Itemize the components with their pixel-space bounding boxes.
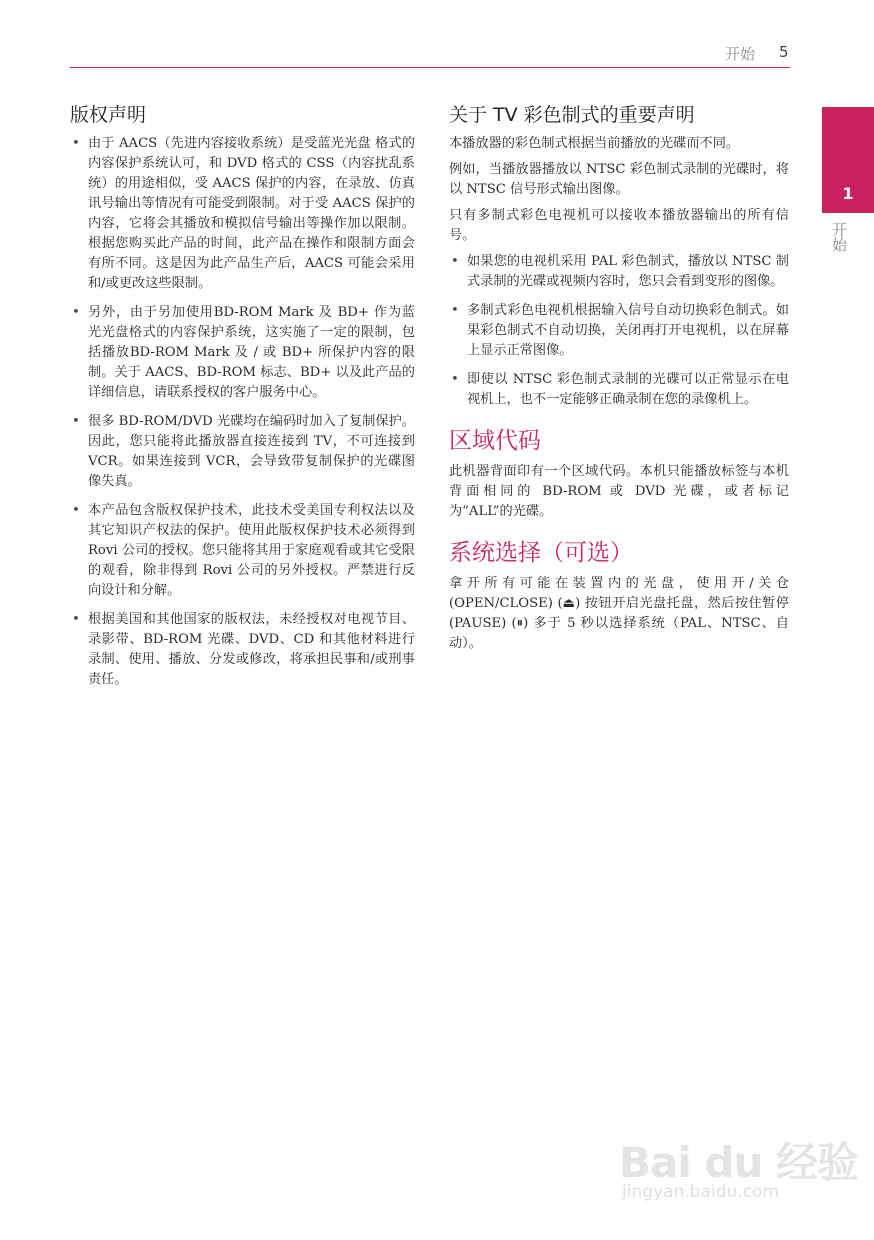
list-item: • 由于 AACS（先进内容接收系统）是受蓝光光盘 格式的内容保护系统认可，和 DVD 格式的 CSS（内容扰乱系统）的用途相似，受 AACS 保护的内容，在录放、仿真讯号输出等情况有可能受到限制。对于受 AACS 保护的内容，它将会其播放和模拟信号输出等操作加以限制。根据您购买此产品的时间，此产品在操作和限制方面会有所不同。这是因为此产品生产后，AACS 可能会采用和/或更改这些限制。 <box>70 134 415 294</box>
chapter-label: 开始 <box>830 222 848 252</box>
watermark-logo-text: Bai du 经验 <box>619 1138 858 1187</box>
right-column <box>449 102 789 660</box>
chapter-tab <box>822 107 874 213</box>
tv-paragraph: 例如，当播放器播放以 NTSC 彩色制式录制的光碟时，将以 NTSC 信号形式输出图像。 <box>449 162 789 197</box>
watermark-url: jingyan.baidu.com <box>622 1182 779 1202</box>
running-header-title: 开始 <box>724 45 755 63</box>
chapter-number: 1 <box>842 184 854 203</box>
system-select-heading: 系统选择（可选） <box>449 540 633 566</box>
list-item: • 本产品包含版权保护技术，此技术受美国专利权法以及其它知识产权法的保护。使用此版权保护技术必须得到 Rovi 公司的授权。您只能将其用于家庭观看或其它受限的观看，除非得到 Rovi 公司的另外授权。严禁进行反向设计和分解。 <box>70 501 415 601</box>
list-item: • 很多 BD-ROM/DVD 光碟均在编码时加入了复制保护。因此，您只能将此播放器直接连接到 TV，不可连接到 VCR。如果连接到 VCR，会导致带复制保护的光碟图像失真。 <box>70 412 415 492</box>
region-code-text: 此机器背面印有一个区域代码。本机只能播放标签与本机背面相同的 BD-ROM 或 DVD 光碟，或者标记为“ALL”的光碟。 <box>449 464 789 519</box>
tv-paragraph: 本播放器的彩色制式根据当前播放的光碟而不同。 <box>449 136 740 151</box>
list-item: • 根据美国和其他国家的版权法，未经授权对电视节目、录影带、BD-ROM 光碟、DVD、CD 和其他材料进行录制、使用、播放、分发或修改，将承担民事和/或刑事责任。 <box>70 610 415 690</box>
list-item: • 另外，由于另加使用BD-ROM Mark 及 BD+ 作为蓝光光盘格式的内容保护系统，这实施了一定的限制，包括播放BD-ROM Mark 及 / 或 BD+ 所保护内容的限制。关于 AACS、BD-ROM 标志、BD+ 以及此产品的详细信息，请联系授权的客户服务中心。 <box>70 303 415 403</box>
list-item: • 多制式彩色电视机根据输入信号自动切换彩色制式。如果彩色制式不自动切换，关闭再打开电视机，以在屏幕上显示正常图像。 <box>449 301 789 361</box>
tv-color-heading: 关于 TV 彩色制式的重要声明 <box>449 104 695 126</box>
region-code-heading: 区域代码 <box>449 428 541 454</box>
tv-list <box>449 252 789 410</box>
copyright-list <box>70 134 415 690</box>
baidu-watermark <box>619 1130 858 1210</box>
tv-paragraph: 只有多制式彩色电视机可以接收本播放器输出的所有信号。 <box>449 208 789 243</box>
system-select-text: 拿开所有可能在装置内的光盘，使用开/关仓 (OPEN/CLOSE) (⏏) 按钮开启光盘托盘，然后按住暂停 (PAUSE) (⏸) 多于 5 秒以选择系统（PAL、NTSC、自动）。 <box>449 576 789 651</box>
header-divider <box>70 67 790 68</box>
page-number: 5 <box>779 43 789 61</box>
left-column <box>70 102 415 699</box>
list-item: • 如果您的电视机采用 PAL 彩色制式，播放以 NTSC 制式录制的光碟或视频内容时，您只会看到变形的图像。 <box>449 252 789 292</box>
list-item: • 即使以 NTSC 彩色制式录制的光碟可以正常显示在电视机上，也不一定能够正确录制在您的录像机上。 <box>449 370 789 410</box>
copyright-heading: 版权声明 <box>70 104 147 126</box>
